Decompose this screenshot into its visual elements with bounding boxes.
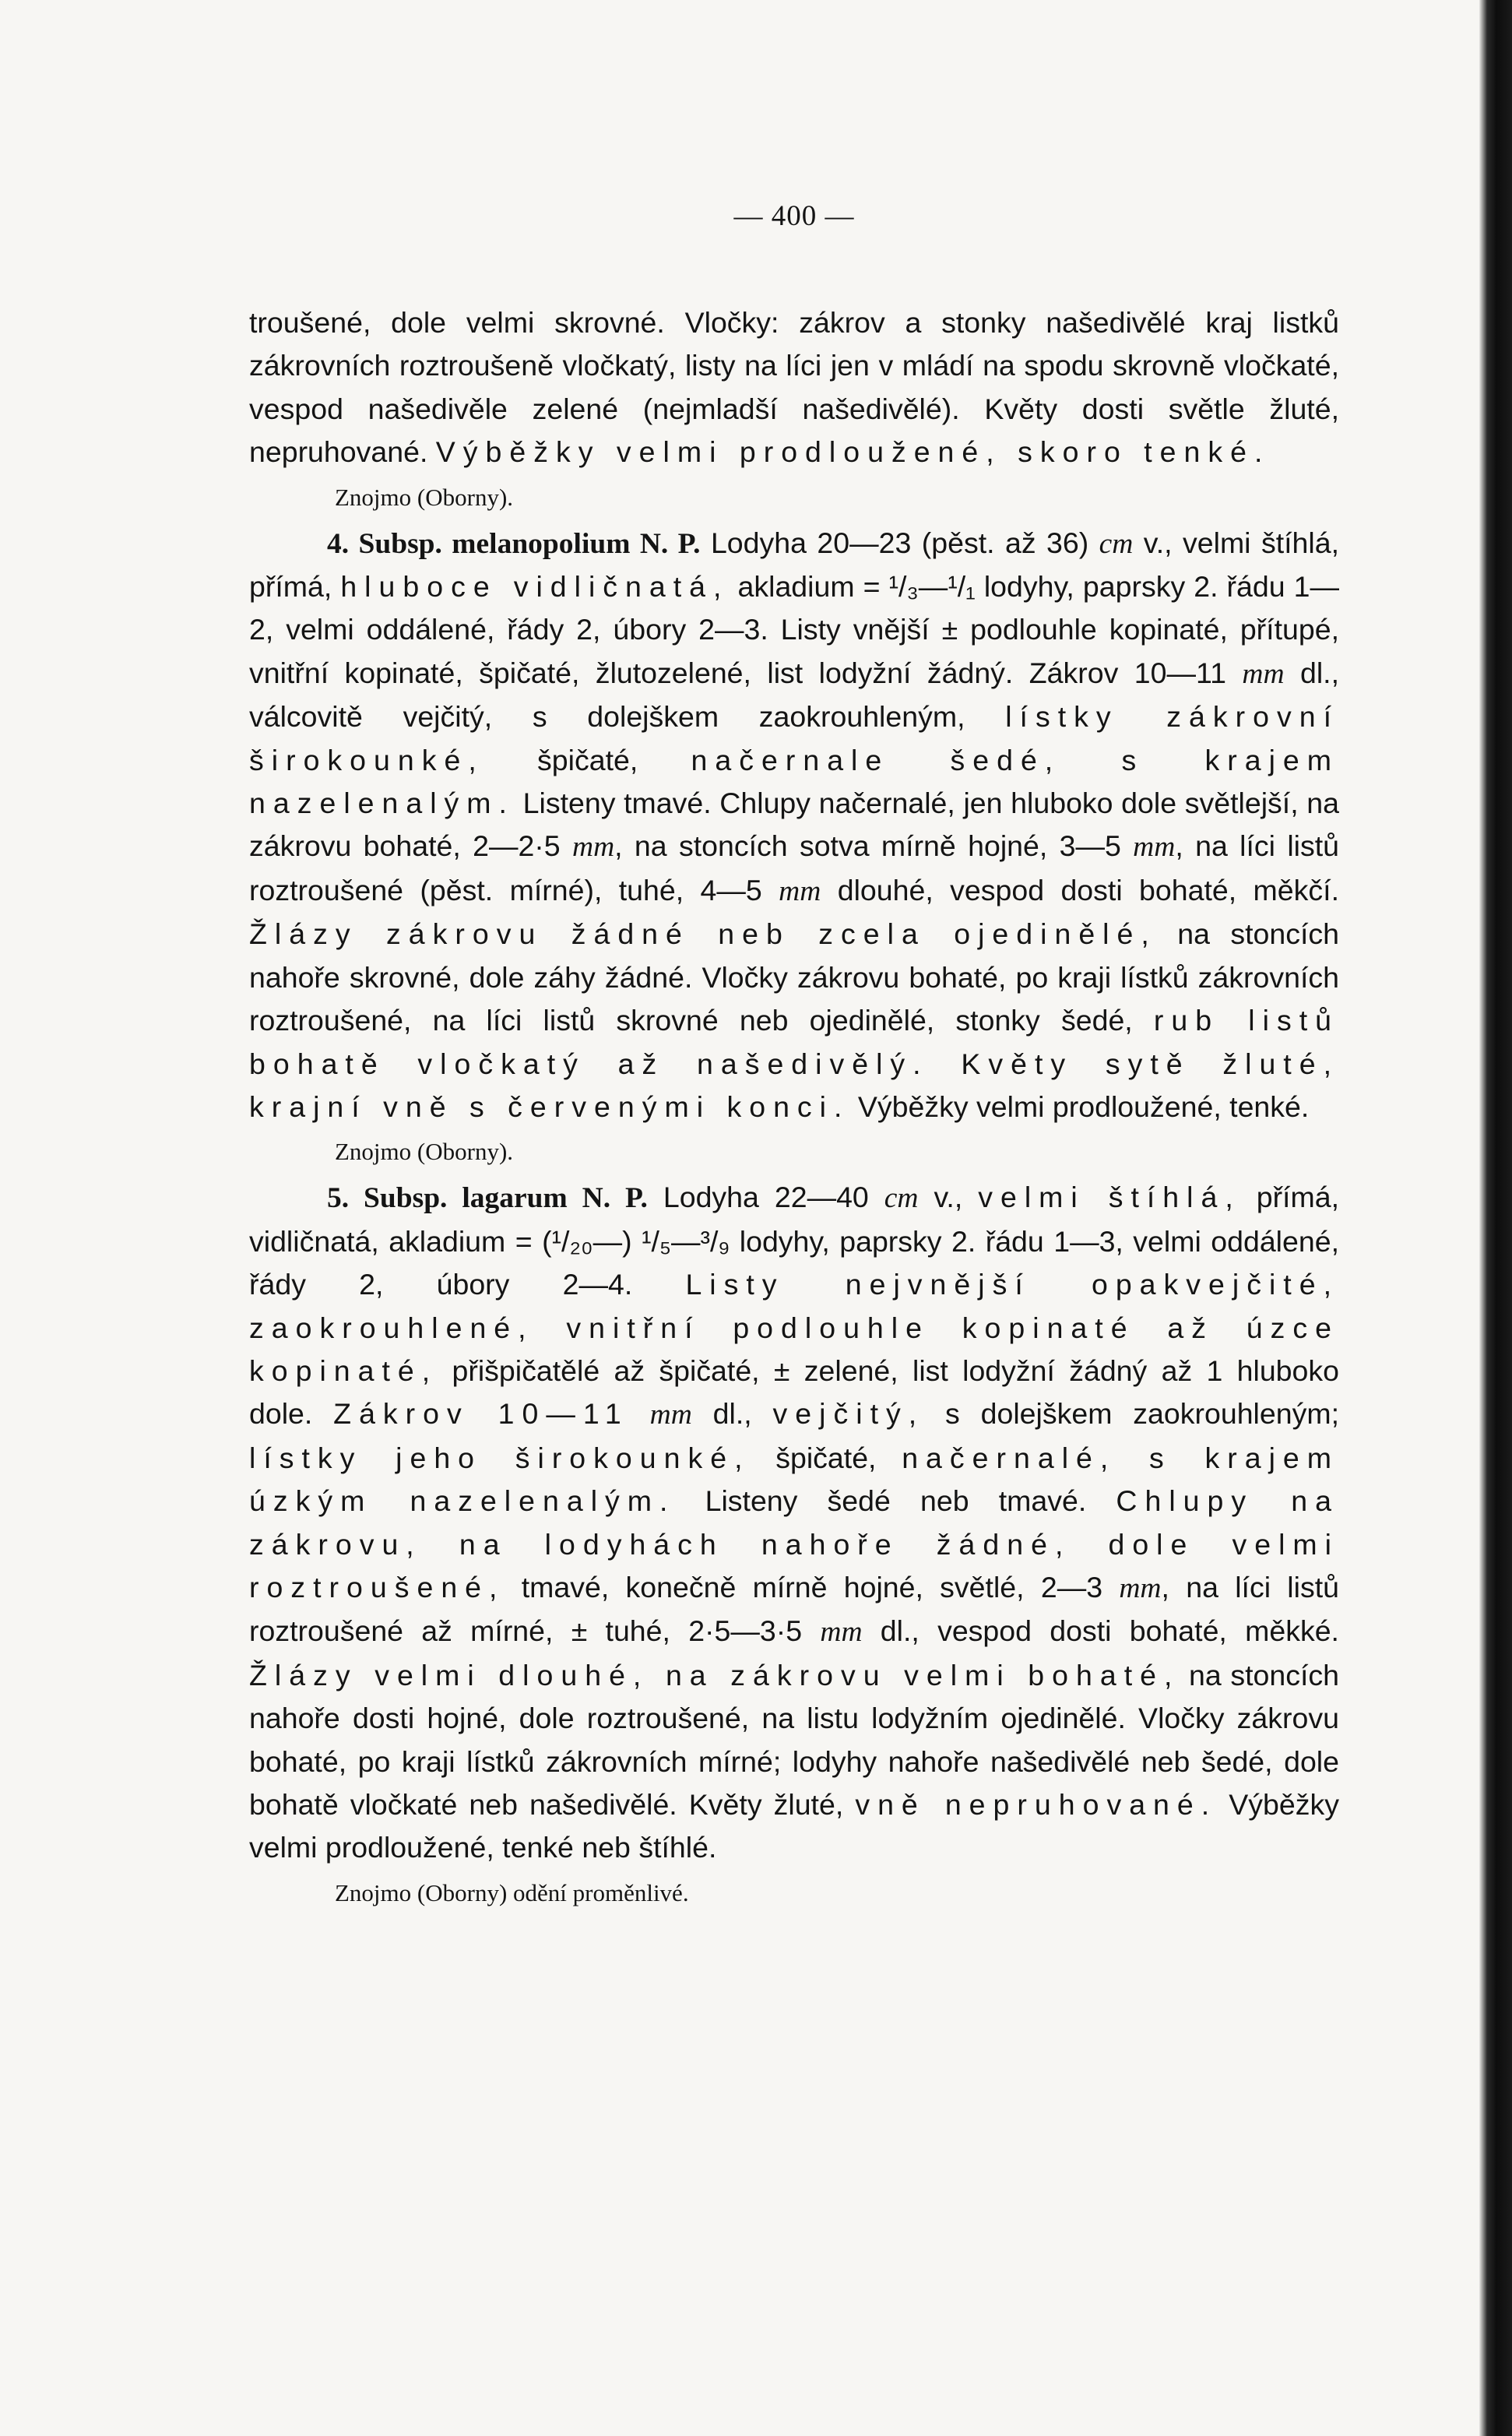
subspecies-lagarum: 5. Subsp. lagarum N. P. Lodyha 22—40 cm v., velmi štíhlá, přímá, vidličnatá, akladium = (¹/₂₀—) ¹/₅—³/₉ lodyhy, paprsky 2. řádu 1—3, velmi oddálené, řády 2, úbory 2—4. Listy nejvnější opakvejčité, zaokrouhlené, vnitřní podlouhle kopinaté až úzce kopinaté, přišpičatělé až špičaté, ± zelené, list lodyžní žádný až 1 hluboko dole. Zákrov 10—11 mm dl., vejčitý, s dolejškem zaokrouhleným; lístky jeho širokounké, špičaté, načernalé, s krajem úzkým nazelenalým. Listeny šedé neb tmavé. Chlupy na zákrovu, na lodyhách nahoře žádné, dole velmi roztroušené, tmavé, konečně mírně hojné, světlé, 2—3 mm, na líci listů roztroušené až mírné, ± tuhé, 2·5—3·5 mm dl., vespod dosti bohaté, měkké. Žlázy velmi dlouhé, na zákrovu velmi bohaté, na stoncích nahoře dosti hojné, dole roztroušené, na listu lodyžním ojedinělé. Vločky zákrovu bohaté, po kraji lístků zákrovních mírné; lodyhy nahoře našedivělé neb šedé, dole bohatě vločkaté neb našedivělé. Květy žluté, vně nepruhované. Výběžky velmi prodloužené, tenké neb štíhlé. bbox=[249, 1181, 1340, 1864]
locality-note: Znojmo (Oborny). bbox=[335, 1138, 514, 1166]
paragraph-continued: troušené, dole velmi skrovné. Vločky: zákrov a stonky našedivělé kraj listků zákrovních roztroušeně vločkatý, listy na líci jen v mládí na spodu skrovně vločkaté, vespod našedivěle zelené (nejmladší našedivělé). Květy dosti světle žluté, nepruhované. Výběžky velmi prodloužené, skoro tenké. bbox=[249, 306, 1339, 469]
book-spine-edge bbox=[1479, 0, 1512, 2436]
book-page bbox=[249, 199, 1339, 1917]
page-number: — 400 — bbox=[733, 200, 855, 232]
text-block bbox=[249, 301, 1339, 1914]
subspecies-heading: 5. Subsp. lagarum N. P. bbox=[327, 1182, 648, 1215]
locality-note: Znojmo (Oborny) odění proměnlivé. bbox=[335, 1878, 689, 1906]
subspecies-melanopolium: 4. Subsp. melanopolium N. P. Lodyha 20—23 (pěst. až 36) cm v., velmi štíhlá, přímá, hluboce vidličnatá, akladium = ¹/₃—¹/₁ lodyhy, paprsky 2. řádu 1—2, velmi oddálené, řády 2, úbory 2—3. Listy vnější ± podlouhle kopinaté, přítupé, vnitřní kopinaté, špičaté, žlutozelené, list lodyžní žádný. Zákrov 10—11 mm dl., válcovitě vejčitý, s dolejškem zaokrouhleným, lístky zákrovní širokounké, špičaté, načernale šedé, s krajem nazelenalým. Listeny tmavé. Chlupy načernalé, jen hluboko dole světlejší, na zákrovu bohaté, 2—2·5 mm, na stoncích sotva mírně hojné, 3—5 mm, na líci listů roztroušené (pěst. mírné), tuhé, 4—5 mm dlouhé, vespod dosti bohaté, měkčí. Žlázy zákrovu žádné neb zcela ojedinělé, na stoncích nahoře skrovné, dole záhy žádné. Vločky zákrovu bohaté, po kraji lístků zákrovních roztroušené, na líci listů skrovné neb ojedinělé, stonky šedé, rub listů bohatě vločkatý až našedivělý. Květy sytě žluté, krajní vně s červenými konci. Výběžky velmi prodloužené, tenké. bbox=[249, 526, 1340, 1123]
subspecies-heading: 4. Subsp. melanopolium N. P. bbox=[327, 527, 701, 560]
locality-note: Znojmo (Oborny). bbox=[335, 483, 514, 511]
